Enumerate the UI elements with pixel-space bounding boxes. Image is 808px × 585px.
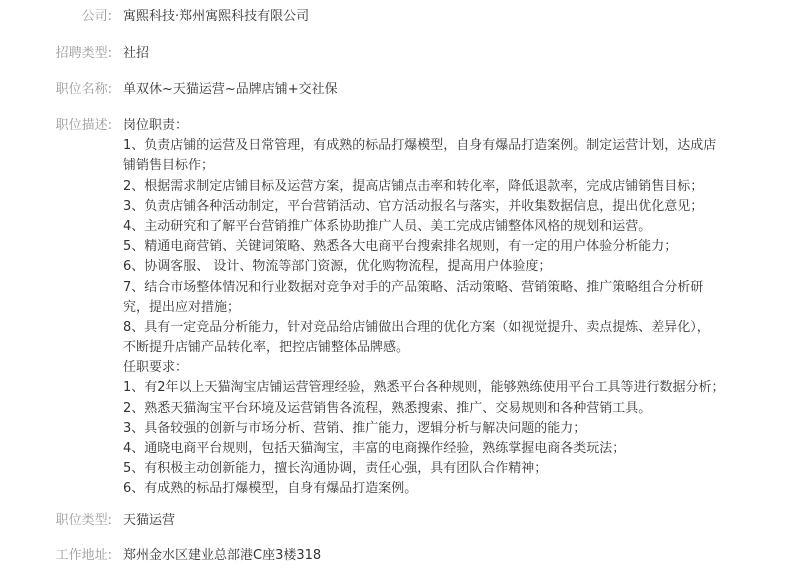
desc-line: 任职要求： xyxy=(123,360,189,376)
company-value: 寓熙科技·郑州寓熙科技有限公司 xyxy=(123,9,310,24)
desc-line: 铺销售目标作； xyxy=(123,158,215,174)
desc-line: 3、具备较强的创新与市场分析、营销、推广能力，逻辑分析与解决问题的能力； xyxy=(123,420,587,436)
recruit-type-row xyxy=(0,44,808,64)
work-address-label: 工作地址: xyxy=(55,548,112,563)
description-label: 职位描述: xyxy=(55,118,112,133)
desc-line: 究，提出应对措施； xyxy=(123,299,241,315)
position-name-value: 单双休~天猫运营~品牌店铺+交社保 xyxy=(123,82,338,97)
desc-line: 8、具有一定竞品分析能力，针对竞品给店铺做出合理的优化方案（如视觉提升、卖点提炼、差异化）， xyxy=(123,319,710,335)
desc-line: 不断提升店铺产品转化率，把控店铺整体品牌感。 xyxy=(123,340,410,356)
recruit-type-value: 社招 xyxy=(123,46,150,61)
company-row xyxy=(0,7,808,27)
job-description xyxy=(123,116,783,500)
desc-line: 岗位职责： xyxy=(123,118,189,133)
position-name-label: 职位名称: xyxy=(55,82,112,97)
desc-line: 5、精通电商营销、关键词策略、熟悉各大电商平台搜索排名规则，有一定的用户体验分析能力； xyxy=(123,239,678,255)
desc-line: 6、协调客服、 设计、物流等部门资源，优化购物流程，提高用户体验度； xyxy=(123,259,552,275)
position-name-row xyxy=(0,80,808,100)
position-type-value: 天猫运营 xyxy=(123,513,176,528)
desc-line: 7、结合市场整体情况和行业数据对竞争对手的产品策略、活动策略、营销策略、推广策略组合分析研 xyxy=(123,279,704,295)
desc-line: 2、熟悉天猫淘宝平台环境及运营销售各流程，熟悉搜索、推广、交易规则和各种营销工具。 xyxy=(123,400,652,416)
desc-line: 2、根据需求制定店铺目标及运营方案，提高店铺点击率和转化率，降低退款率，完成店铺销售目标； xyxy=(123,178,704,194)
work-address-value: 郑州金水区建业总部港C座3楼318 xyxy=(123,548,322,563)
company-label: 公司: xyxy=(81,9,112,24)
desc-line: 4、通晓电商平台规则，包括天猫淘宝，丰富的电商操作经验，熟练掌握电商各类玩法； xyxy=(123,441,626,456)
desc-line: 4、主动研究和了解平台营销推广体系协助推广人员、美工完成店铺整体风格的规划和运营。 xyxy=(123,218,652,234)
desc-line: 3、负责店铺各种活动制定，平台营销活动、官方活动报名与落实，并收集数据信息，提出优化意见； xyxy=(123,198,704,214)
desc-line: 1、有2年以上天猫淘宝店铺运营管理经验，熟悉平台各种规则，能够熟练使用平台工具等进行数据分析； xyxy=(123,380,725,396)
recruit-type-label: 招聘类型: xyxy=(55,46,112,61)
desc-line: 5、有积极主动创新能力，擅长沟通协调，责任心强，具有团队合作精神； xyxy=(123,461,548,477)
desc-line: 6、有成熟的标品打爆模型，自身有爆品打造案例。 xyxy=(123,481,418,497)
position-type-row xyxy=(0,511,808,531)
position-type-label: 职位类型: xyxy=(55,513,112,528)
work-address-row xyxy=(0,546,808,566)
desc-line: 1、负责店铺的运营及日常管理，有成熟的标品打爆模型，自身有爆品打造案例。制定运营计划，达成店 xyxy=(123,138,717,154)
